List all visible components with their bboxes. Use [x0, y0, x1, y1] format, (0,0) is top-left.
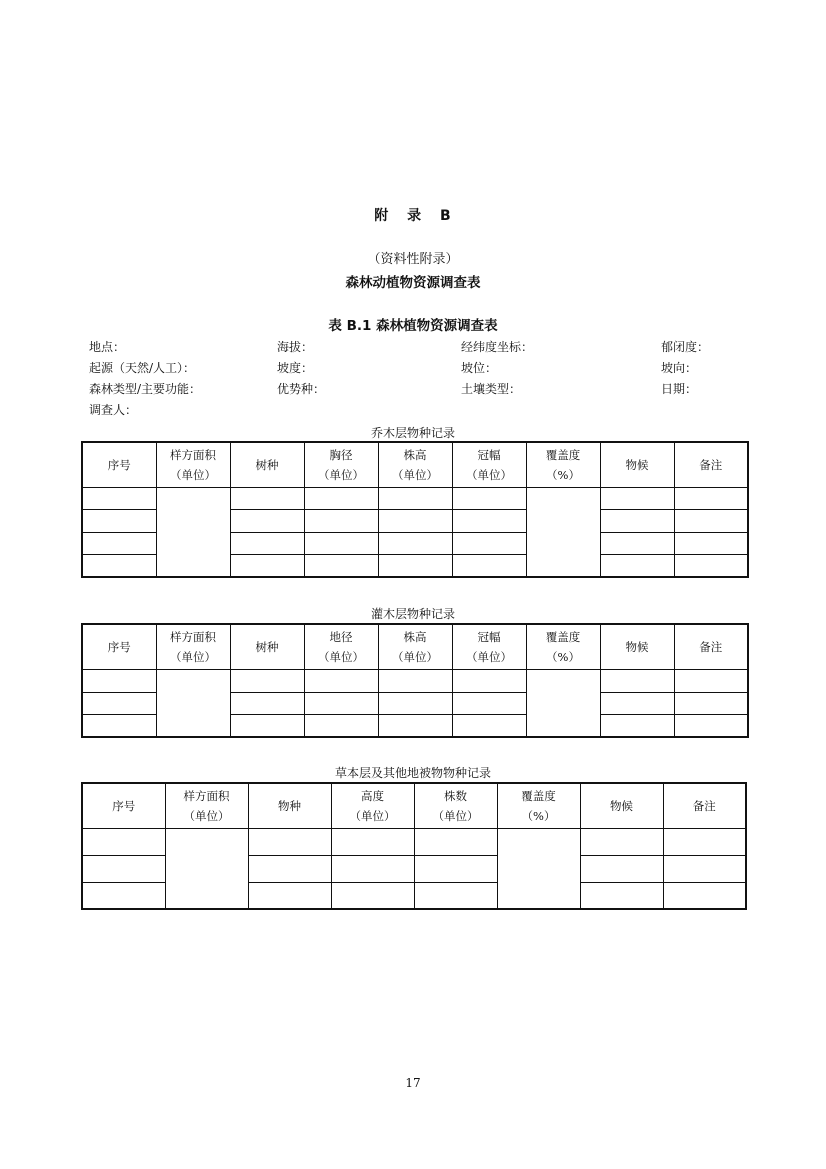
header-cell [248, 783, 331, 828]
header-cell [663, 783, 746, 828]
header-cell [600, 624, 674, 669]
table-cell[interactable] [497, 828, 580, 909]
tree-layer-caption: 乔木层物种记录 [370, 426, 455, 440]
table-cell[interactable] [304, 692, 378, 714]
table-row [82, 669, 748, 692]
field-origin: 起源（天然/人工）： [89, 361, 196, 375]
table-cell[interactable] [452, 554, 526, 577]
herb-layer-table [81, 782, 747, 910]
header-text: 树种 [255, 639, 279, 654]
table-cell[interactable] [331, 828, 414, 855]
header-text: 胸径 [329, 447, 353, 462]
table-cell[interactable] [82, 554, 156, 577]
header-text: （%） [546, 467, 580, 482]
herb-layer-caption: 草本层及其他地被物物种记录 [334, 766, 491, 780]
header-cell [230, 624, 304, 669]
header-text: 序号 [107, 457, 131, 472]
table-row [82, 487, 748, 509]
table-cell[interactable] [331, 855, 414, 882]
table-cell[interactable] [663, 828, 746, 855]
header-text: 序号 [112, 798, 136, 813]
header-cell [452, 624, 526, 669]
header-cell [674, 442, 748, 487]
table-cell[interactable] [674, 554, 748, 577]
table-cell[interactable] [600, 714, 674, 737]
table-cell[interactable] [378, 532, 452, 554]
field-coordinates: 经纬度坐标： [461, 340, 534, 354]
header-text: （单位） [466, 649, 512, 664]
appendix-type: （资料性附录） [367, 252, 459, 267]
header-cell [526, 442, 600, 487]
table-cell[interactable] [452, 487, 526, 509]
header-text: 样方面积 [183, 788, 230, 803]
header-text: 序号 [107, 639, 131, 654]
page-number: 17 [405, 1076, 421, 1090]
header-text: 覆盖度 [545, 447, 581, 462]
table-cell[interactable] [452, 669, 526, 692]
table-cell[interactable] [82, 487, 156, 509]
header-text: （单位） [466, 467, 512, 482]
header-text: （单位） [432, 808, 479, 823]
header-text: 冠幅 [477, 447, 501, 462]
table-cell[interactable] [230, 554, 304, 577]
field-dominant-species: 优势种： [277, 382, 326, 396]
table-title: 表 B.1 森林植物资源调查表 [328, 318, 498, 334]
table-cell[interactable] [452, 509, 526, 532]
field-slope-position: 坡位： [461, 361, 498, 375]
header-text: 覆盖度 [521, 788, 556, 803]
table-cell[interactable] [304, 532, 378, 554]
header-cell [156, 624, 230, 669]
header-text: （单位） [183, 808, 230, 823]
header-text: 备注 [699, 639, 723, 654]
header-text: 备注 [699, 457, 723, 472]
table-cell[interactable] [230, 669, 304, 692]
shrub-layer-table [81, 623, 749, 738]
header-text: （单位） [349, 808, 396, 823]
appendix-title: 森林动植物资源调查表 [345, 275, 481, 291]
field-aspect: 坡向： [661, 361, 698, 375]
table-cell[interactable] [378, 509, 452, 532]
header-text: 冠幅 [477, 629, 501, 644]
header-cell [497, 783, 580, 828]
table-cell[interactable] [230, 532, 304, 554]
table-cell[interactable] [663, 855, 746, 882]
header-cell [304, 624, 378, 669]
table-cell[interactable] [304, 487, 378, 509]
table-cell[interactable] [304, 714, 378, 737]
header-cell [82, 624, 156, 669]
table-cell[interactable] [600, 554, 674, 577]
header-text: （单位） [392, 649, 438, 664]
tree-layer-table [81, 441, 749, 578]
header-text: 地径 [329, 629, 353, 644]
table-cell[interactable] [600, 669, 674, 692]
table-cell[interactable] [663, 882, 746, 909]
table-cell[interactable] [230, 692, 304, 714]
table-cell[interactable] [230, 509, 304, 532]
field-slope: 坡度： [277, 361, 314, 375]
field-date: 日期： [661, 382, 698, 396]
header-text: 覆盖度 [545, 629, 581, 644]
field-altitude: 海拔： [277, 340, 314, 354]
header-text: 树种 [255, 457, 279, 472]
table-cell[interactable] [378, 487, 452, 509]
table-cell[interactable] [526, 487, 600, 577]
table-cell[interactable] [82, 714, 156, 737]
table-cell[interactable] [674, 692, 748, 714]
table-cell[interactable] [452, 692, 526, 714]
table-cell[interactable] [82, 828, 165, 855]
header-cell [580, 783, 663, 828]
table-cell[interactable] [674, 669, 748, 692]
table-cell[interactable] [378, 669, 452, 692]
table-cell[interactable] [600, 692, 674, 714]
table-cell[interactable] [378, 554, 452, 577]
table-cell[interactable] [156, 487, 230, 577]
header-text: （%） [546, 649, 580, 664]
field-forest-type: 森林类型/主要功能： [89, 382, 202, 396]
table-cell[interactable] [674, 509, 748, 532]
header-text: （单位） [318, 649, 364, 664]
table-cell[interactable] [526, 669, 600, 737]
table-cell[interactable] [580, 882, 663, 909]
header-text: （%） [521, 808, 556, 823]
header-text: 样方面积 [170, 447, 216, 462]
header-cell [414, 783, 497, 828]
table-cell[interactable] [82, 509, 156, 532]
table-cell[interactable] [414, 882, 497, 909]
header-cell [378, 624, 452, 669]
table-cell[interactable] [331, 882, 414, 909]
header-text: 物候 [625, 457, 649, 472]
table-cell[interactable] [674, 532, 748, 554]
table-cell[interactable] [304, 669, 378, 692]
table-cell[interactable] [82, 855, 165, 882]
header-text: 株数 [444, 788, 467, 803]
table-cell[interactable] [414, 828, 497, 855]
header-text: 株高 [403, 447, 427, 462]
header-text: 物种 [278, 798, 301, 813]
field-surveyor: 调查人： [89, 403, 138, 417]
table-cell[interactable] [230, 714, 304, 737]
table-cell[interactable] [674, 487, 748, 509]
header-cell [156, 442, 230, 487]
header-cell [82, 783, 165, 828]
table-cell[interactable] [82, 692, 156, 714]
table-cell[interactable] [165, 828, 248, 909]
table-cell[interactable] [580, 855, 663, 882]
header-text: 物候 [625, 639, 649, 654]
header-cell [304, 442, 378, 487]
table-cell[interactable] [304, 554, 378, 577]
header-text: 株高 [403, 629, 427, 644]
table-cell[interactable] [156, 669, 230, 737]
header-text: （单位） [170, 467, 216, 482]
header-cell [674, 624, 748, 669]
table-cell[interactable] [452, 532, 526, 554]
shrub-layer-caption: 灌木层物种记录 [370, 607, 455, 621]
header-text: （单位） [318, 467, 364, 482]
table-cell[interactable] [600, 532, 674, 554]
table-cell[interactable] [248, 882, 331, 909]
field-canopy-density: 郁闭度： [661, 340, 710, 354]
table-cell[interactable] [674, 714, 748, 737]
header-text: 样方面积 [170, 629, 216, 644]
field-location: 地点： [89, 340, 126, 354]
header-cell [526, 624, 600, 669]
header-text: 备注 [692, 798, 716, 813]
header-text: （单位） [170, 649, 216, 664]
header-text: 高度 [361, 788, 384, 803]
table-cell[interactable] [414, 855, 497, 882]
table-cell[interactable] [82, 882, 165, 909]
header-cell [230, 442, 304, 487]
header-cell [600, 442, 674, 487]
header-cell [452, 442, 526, 487]
header-cell [378, 442, 452, 487]
table-cell[interactable] [378, 714, 452, 737]
field-soil-type: 土壤类型： [461, 382, 522, 396]
table-cell[interactable] [248, 855, 331, 882]
table-cell[interactable] [378, 692, 452, 714]
header-cell [165, 783, 248, 828]
header-cell [331, 783, 414, 828]
table-cell[interactable] [248, 828, 331, 855]
table-cell[interactable] [580, 828, 663, 855]
table-cell[interactable] [600, 509, 674, 532]
header-cell [82, 442, 156, 487]
table-row [82, 828, 746, 855]
header-text: （单位） [392, 467, 438, 482]
header-text: 物候 [610, 798, 633, 813]
appendix-label: 附 录 B [374, 208, 452, 224]
table-cell[interactable] [304, 509, 378, 532]
table-cell[interactable] [82, 532, 156, 554]
table-cell[interactable] [452, 714, 526, 737]
table-cell[interactable] [600, 487, 674, 509]
table-cell[interactable] [230, 487, 304, 509]
table-cell[interactable] [82, 669, 156, 692]
